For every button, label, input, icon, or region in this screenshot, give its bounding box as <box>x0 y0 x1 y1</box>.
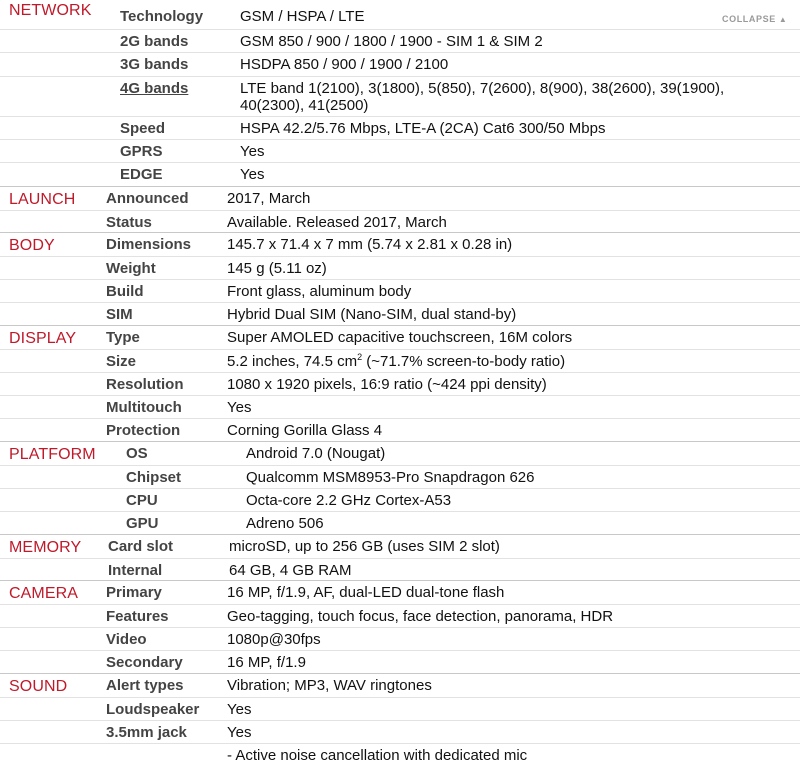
category-sound[interactable]: SOUND <box>9 678 68 695</box>
spec-value: 1080p@30fps <box>227 631 321 648</box>
spec-label: Technology <box>120 8 204 25</box>
spec-label: GPRS <box>120 143 163 160</box>
spec-row-internal <box>0 558 800 582</box>
spec-label: Video <box>106 631 147 648</box>
section-display <box>0 325 800 442</box>
spec-label: 3.5mm jack <box>106 724 187 741</box>
spec-value: Adreno 506 <box>246 515 324 532</box>
spec-row-speed <box>0 116 800 140</box>
spec-label: Resolution <box>106 376 184 393</box>
section-platform <box>0 441 800 535</box>
spec-value: 1080 x 1920 pixels, 16:9 ratio (~424 ppi density) <box>227 376 547 393</box>
spec-label: Loudspeaker <box>106 701 200 718</box>
spec-value: 2017, March <box>227 190 311 207</box>
section-camera <box>0 580 800 674</box>
spec-row-features <box>0 604 800 628</box>
spec-label: 2G bands <box>120 33 189 50</box>
collapse-label: COLLAPSE <box>722 14 776 24</box>
spec-label: EDGE <box>120 166 163 183</box>
spec-label: SIM <box>106 306 133 323</box>
spec-label: Status <box>106 214 152 231</box>
spec-row-4g-bands <box>0 76 800 117</box>
category-platform[interactable]: PLATFORM <box>9 446 96 463</box>
spec-row-loudspeaker <box>0 697 800 721</box>
spec-label: GPU <box>126 515 159 532</box>
spec-value: Available. Released 2017, March <box>227 214 447 231</box>
spec-value: - Active noise cancellation with dedicated mic <box>227 747 528 764</box>
section-body <box>0 232 800 326</box>
spec-row-secondary <box>0 650 800 674</box>
spec-row-video <box>0 627 800 651</box>
spec-row-edge <box>0 162 800 186</box>
spec-value: Super AMOLED capacitive touchscreen, 16M colors <box>227 329 573 346</box>
spec-value: Yes <box>240 143 265 160</box>
category-camera[interactable]: CAMERA <box>9 585 79 602</box>
spec-row-protection <box>0 418 800 442</box>
spec-row-extra <box>0 743 800 767</box>
spec-value: Yes <box>240 166 265 183</box>
spec-value: GSM / HSPA / LTE <box>240 8 365 25</box>
spec-value: Corning Gorilla Glass 4 <box>227 422 383 439</box>
spec-row-resolution <box>0 372 800 396</box>
spec-value: microSD, up to 256 GB (uses SIM 2 slot) <box>229 538 500 555</box>
spec-value: 64 GB, 4 GB RAM <box>229 562 352 579</box>
spec-row-type <box>0 326 800 349</box>
section-network <box>0 0 800 186</box>
spec-value: Yes <box>227 724 252 741</box>
spec-value: Yes <box>227 701 252 718</box>
spec-label: Build <box>106 283 144 300</box>
superscript: 2 <box>357 352 363 362</box>
spec-value: Geo-tagging, touch focus, face detection, panorama, HDR <box>227 608 614 625</box>
spec-label: Primary <box>106 584 162 601</box>
spec-value: Vibration; MP3, WAV ringtones <box>227 677 432 694</box>
spec-value-text: 5.2 inches, 74.5 cm <box>227 353 358 370</box>
spec-value-line: LTE band 1(2100), 3(1800), 5(850), 7(2600), 8(900), 38(2600), 39(1900), <box>240 80 725 97</box>
spec-label: Announced <box>106 190 189 207</box>
spec-label: Speed <box>120 120 166 137</box>
spec-row-3g-bands <box>0 52 800 76</box>
spec-label: CPU <box>126 492 158 509</box>
spec-value: HSPA 42.2/5.76 Mbps, LTE-A (2CA) Cat6 300/50 Mbps <box>240 120 606 137</box>
spec-label: Alert types <box>106 677 184 694</box>
spec-label: Weight <box>106 260 156 277</box>
spec-label: OS <box>126 445 148 462</box>
spec-row-gpu <box>0 511 800 535</box>
spec-value-line: 40(2300), 41(2500) <box>240 97 369 114</box>
spec-row-card-slot <box>0 535 800 558</box>
category-display[interactable]: DISPLAY <box>9 330 77 347</box>
spec-row-multitouch <box>0 395 800 419</box>
spec-row-size <box>0 349 800 373</box>
category-launch[interactable]: LAUNCH <box>9 191 76 208</box>
spec-label: Secondary <box>106 654 183 671</box>
spec-label: Card slot <box>108 538 174 555</box>
spec-value: Octa-core 2.2 GHz Cortex-A53 <box>246 492 452 509</box>
spec-label: 3G bands <box>120 56 189 73</box>
spec-row-gprs <box>0 139 800 163</box>
spec-label: Internal <box>108 562 163 579</box>
spec-row-announced <box>0 187 800 210</box>
spec-row-technology <box>0 5 800 28</box>
spec-label: Type <box>106 329 140 346</box>
spec-row-primary <box>0 581 800 604</box>
spec-label: Multitouch <box>106 399 182 416</box>
spec-value: 145.7 x 71.4 x 7 mm (5.74 x 2.81 x 0.28 in) <box>227 236 513 253</box>
spec-row-os <box>0 442 800 465</box>
spec-value: HSDPA 850 / 900 / 1900 / 2100 <box>240 56 449 73</box>
spec-row-sim <box>0 302 800 326</box>
spec-value: Android 7.0 (Nougat) <box>246 445 386 462</box>
spec-value: Hybrid Dual SIM (Nano-SIM, dual stand-by) <box>227 306 517 323</box>
spec-value: Qualcomm MSM8953-Pro Snapdragon 626 <box>246 469 535 486</box>
spec-row-build <box>0 279 800 303</box>
spec-value: 16 MP, f/1.9 <box>227 654 306 671</box>
spec-value: Front glass, aluminum body <box>227 283 412 300</box>
spec-row-jack <box>0 720 800 744</box>
spec-value <box>240 80 760 114</box>
spec-label: Chipset <box>126 469 182 486</box>
section-sound <box>0 673 800 770</box>
category-body[interactable]: BODY <box>9 237 55 254</box>
spec-value: Yes <box>227 399 252 416</box>
spec-row-2g-bands <box>0 29 800 53</box>
spec-value: 16 MP, f/1.9, AF, dual-LED dual-tone flash <box>227 584 505 601</box>
spec-row-dimensions <box>0 233 800 256</box>
section-launch <box>0 186 800 233</box>
spec-label: Features <box>106 608 169 625</box>
spec-row-cpu <box>0 488 800 512</box>
spec-row-alert-types <box>0 674 800 697</box>
section-memory <box>0 534 800 581</box>
spec-row-status <box>0 210 800 234</box>
spec-value <box>227 353 760 370</box>
spec-row-weight <box>0 256 800 280</box>
category-network[interactable]: NETWORK <box>9 2 92 19</box>
triangle-up-icon: ▲ <box>778 15 788 24</box>
4g-bands-link[interactable]: 4G bands <box>120 80 189 97</box>
spec-label: Dimensions <box>106 236 192 253</box>
spec-label: Size <box>106 353 137 370</box>
spec-value-text: (~71.7% screen-to-body ratio) <box>362 353 566 370</box>
spec-value: GSM 850 / 900 / 1800 / 1900 - SIM 1 & SIM 2 <box>240 33 543 50</box>
spec-row-chipset <box>0 465 800 489</box>
category-memory[interactable]: MEMORY <box>9 539 82 556</box>
spec-label: Protection <box>106 422 181 439</box>
spec-value: 145 g (5.11 oz) <box>227 260 327 277</box>
